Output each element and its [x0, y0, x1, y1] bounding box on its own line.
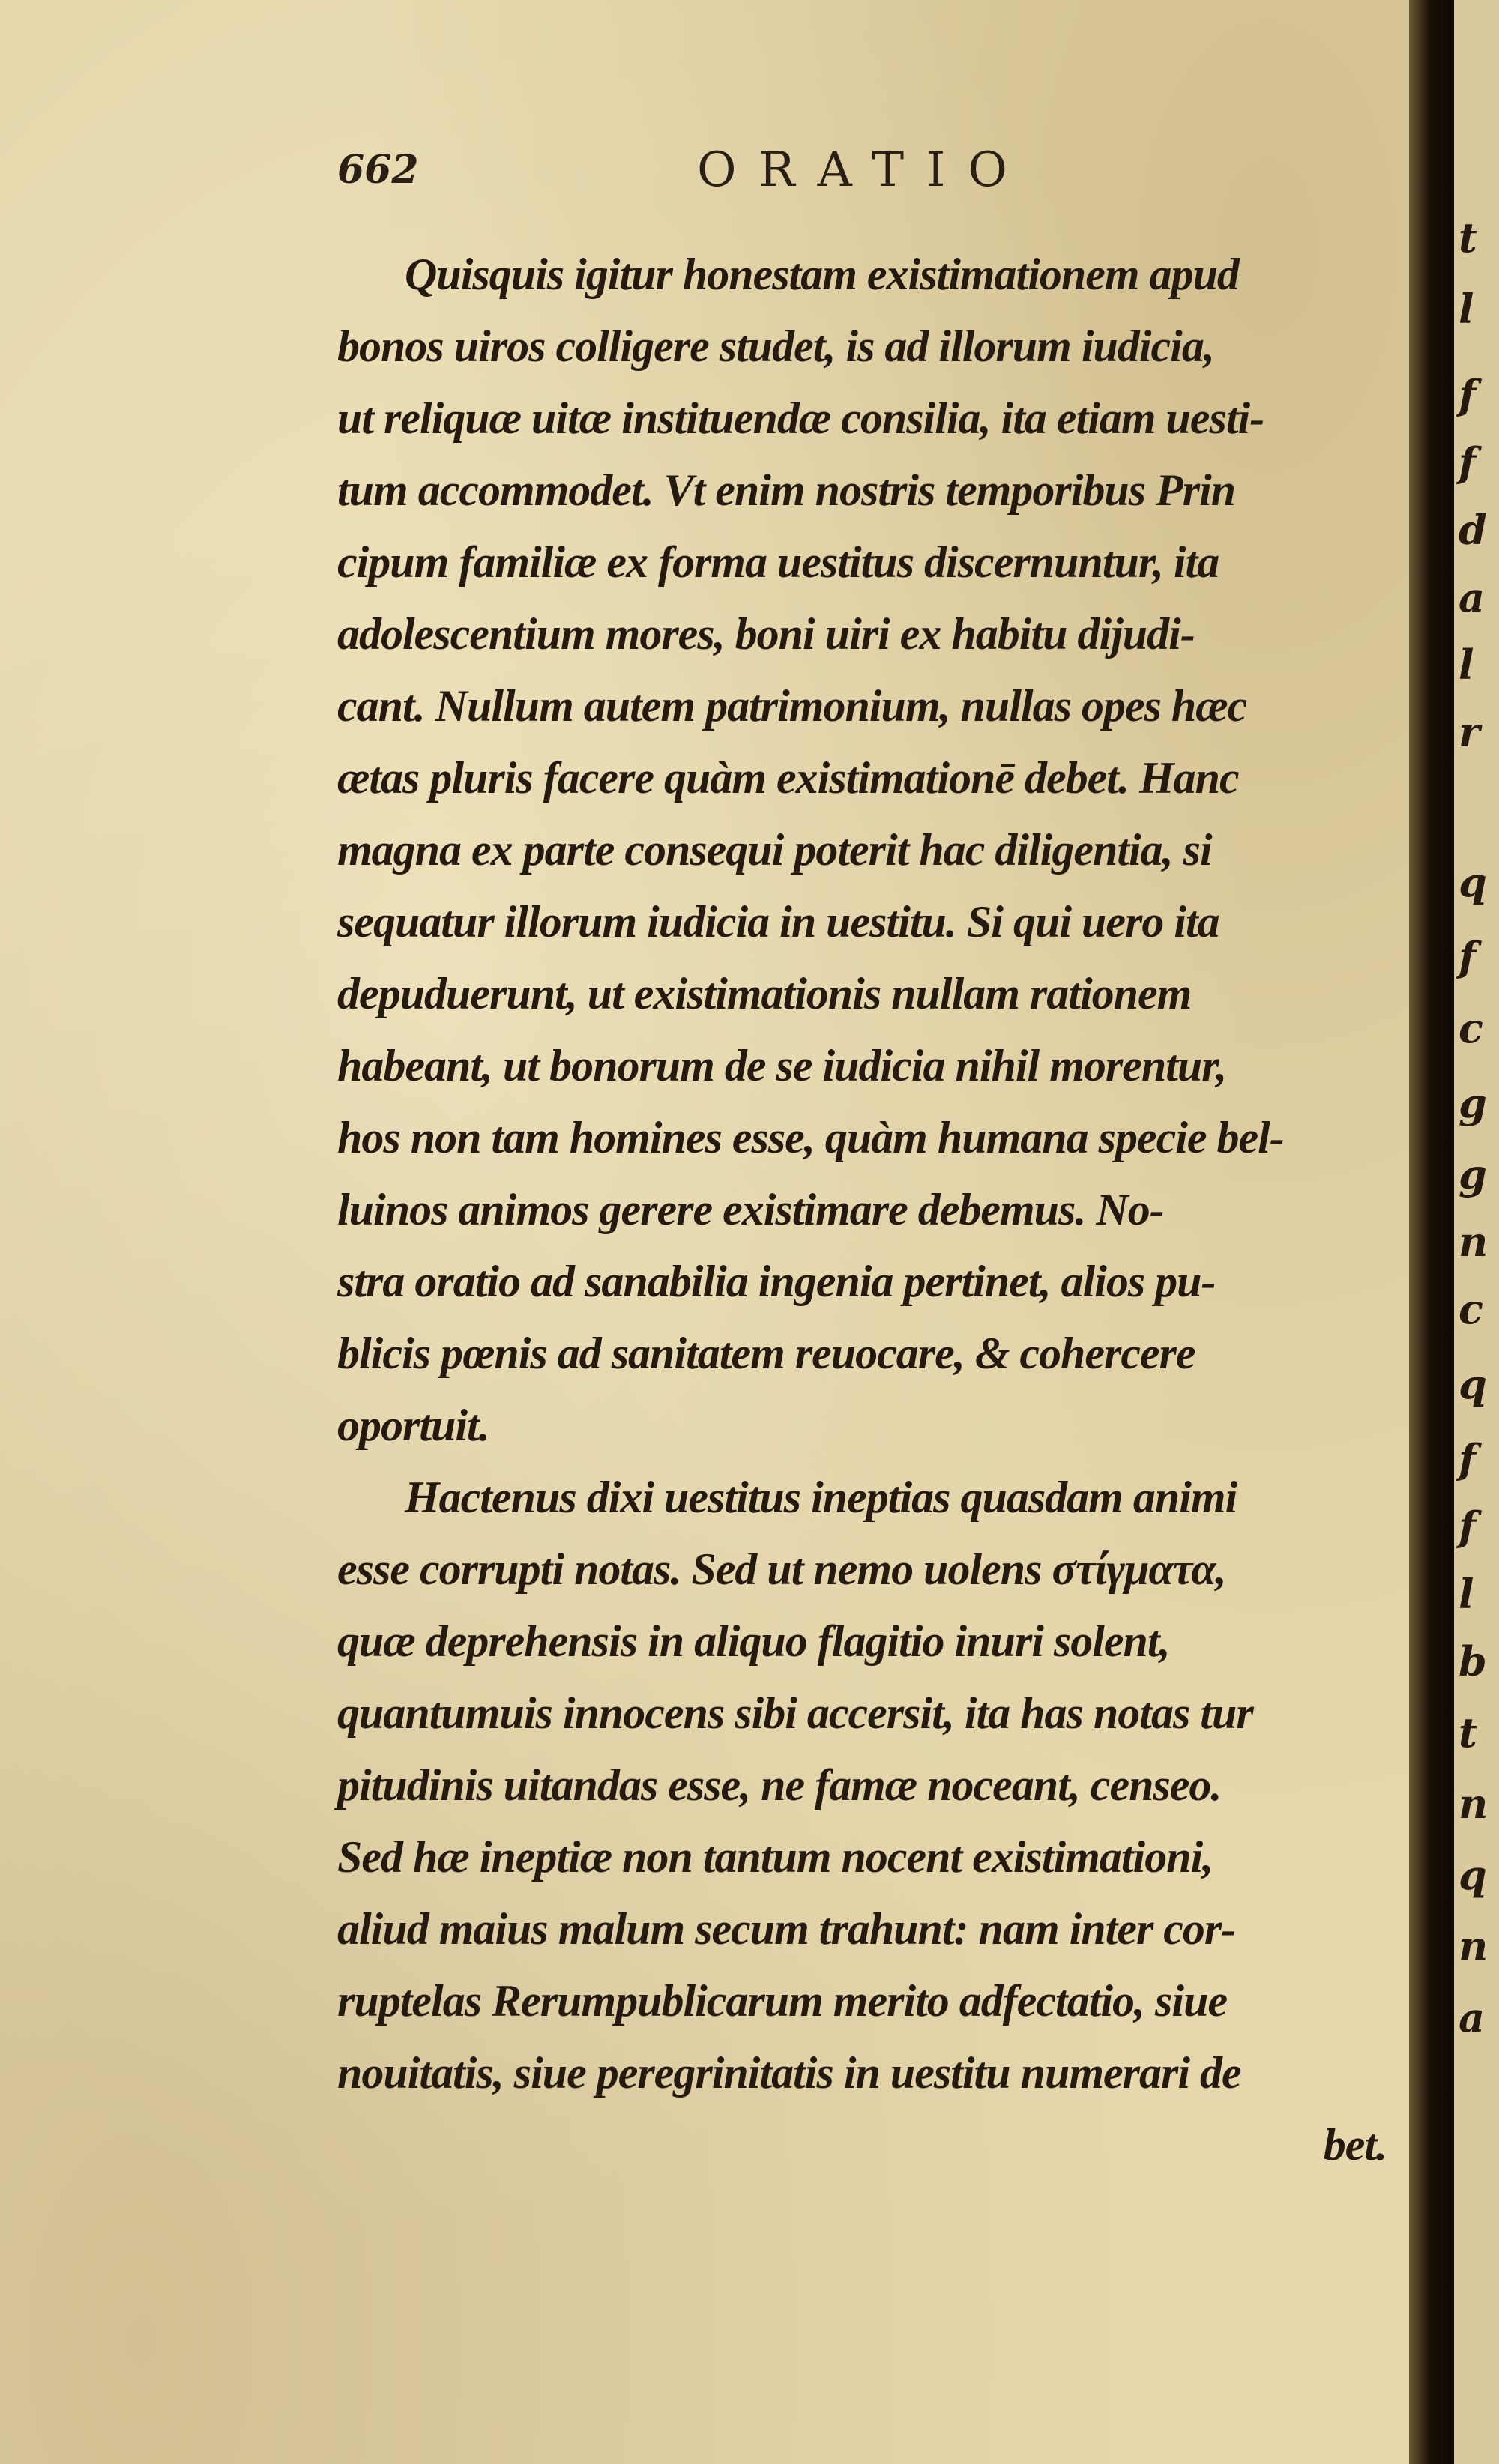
- book-gutter: [1409, 0, 1454, 2464]
- facing-page-fragment: b: [1459, 1637, 1487, 1685]
- text-line: nouitatis, siue peregrinitatis in uestitu numerari de: [337, 2048, 1241, 2098]
- text-line: ætas pluris facere quàm existimationē debet. Hanc: [337, 753, 1239, 803]
- facing-page-edge: [1454, 0, 1499, 2464]
- facing-page-fragment: c: [1459, 1004, 1483, 1052]
- text-line: sequatur illorum iudicia in uestitu. Si qui uero ita: [337, 897, 1219, 946]
- text-line: esse corrupti notas. Sed ut nemo uolens στίγματα,: [337, 1544, 1226, 1594]
- text-line: adolescentium mores, boni uiri ex habitu dijudi-: [337, 609, 1195, 659]
- text-line: bonos uiros colligere studet, is ad illorum iudicia,: [337, 321, 1214, 371]
- facing-page-fragment: d: [1459, 506, 1487, 554]
- facing-page-fragment: f: [1459, 933, 1477, 981]
- facing-page-fragment: c: [1459, 1285, 1483, 1333]
- facing-page-fragment: a: [1459, 573, 1485, 621]
- facing-page-fragment: g: [1459, 1150, 1487, 1198]
- text-line: bet.: [1323, 2120, 1387, 2169]
- facing-page-fragment: g: [1459, 1079, 1487, 1127]
- facing-page-fragment: q: [1459, 1851, 1487, 1899]
- facing-page-fragment: l: [1459, 1570, 1474, 1618]
- text-line: ruptelas Rerumpublicarum merito adfectatio, siue: [337, 1976, 1228, 2026]
- text-line: aliud maius malum secum trahunt: nam inter cor-: [337, 1904, 1236, 1954]
- page-number: 662: [337, 147, 419, 193]
- facing-page-fragment: r: [1459, 708, 1480, 756]
- text-line: habeant, ut bonorum de se iudicia nihil morentur,: [337, 1041, 1227, 1090]
- facing-page-fragment: l: [1459, 641, 1474, 689]
- body-text: [337, 238, 1387, 2181]
- text-line: quæ deprehensis in aliquo flagitio inuri solent,: [337, 1616, 1170, 1666]
- facing-page-fragment: a: [1459, 1993, 1485, 2041]
- facing-page-fragment: n: [1459, 1922, 1489, 1970]
- text-line: cant. Nullum autem patrimonium, nullas opes hæc: [337, 681, 1247, 731]
- facing-page-fragment: t: [1459, 1709, 1477, 1757]
- facing-page-fragment: f: [1459, 1435, 1477, 1483]
- text-line: Hactenus dixi uestitus ineptias quasdam animi: [405, 1473, 1237, 1522]
- text-line: depuduerunt, ut existimationis nullam rationem: [337, 969, 1192, 1018]
- text-line: luinos animos gerere existimare debemus. No-: [337, 1185, 1164, 1234]
- text-line: tum accommodet. Vt enim nostris temporibus Prin: [337, 465, 1236, 515]
- facing-page-fragment: f: [1459, 1503, 1477, 1550]
- text-line: stra oratio ad sanabilia ingenia pertinet, alios pu-: [337, 1257, 1216, 1306]
- text-line: Quisquis igitur honestam existimationem apud: [405, 250, 1239, 299]
- facing-page-fragment: n: [1459, 1218, 1489, 1266]
- facing-page-fragment: f: [1459, 371, 1477, 419]
- text-line: Sed hæ ineptiæ non tantum nocent existimationi,: [337, 1832, 1213, 1882]
- text-line: ut reliquæ uitæ instituendæ consilia, ita etiam uesti-: [337, 393, 1264, 443]
- facing-page-fragment: t: [1459, 214, 1477, 262]
- text-line: quantumuis innocens sibi accersit, ita has notas tur: [337, 1688, 1253, 1738]
- facing-page-fragment: q: [1459, 1360, 1487, 1408]
- text-line: magna ex parte consequi poterit hac diligentia, si: [337, 825, 1212, 875]
- text-line: oportuit.: [337, 1401, 489, 1450]
- text-line: blicis pœnis ad sanitatem reuocare, & cohercere: [337, 1329, 1195, 1378]
- text-line: cipum familiæ ex forma uestitus discernuntur, ita: [337, 537, 1219, 587]
- running-head: [337, 142, 1387, 210]
- running-title: ORATIO: [697, 142, 1030, 198]
- facing-page-fragment: f: [1459, 438, 1477, 486]
- text-line: pitudinis uitandas esse, ne famæ noceant, censeo.: [337, 1760, 1222, 1810]
- facing-page-fragment: l: [1459, 285, 1474, 333]
- facing-page-fragment: q: [1459, 858, 1487, 906]
- text-line: hos non tam homines esse, quàm humana specie bel-: [337, 1113, 1284, 1162]
- facing-page-fragment: n: [1459, 1780, 1489, 1828]
